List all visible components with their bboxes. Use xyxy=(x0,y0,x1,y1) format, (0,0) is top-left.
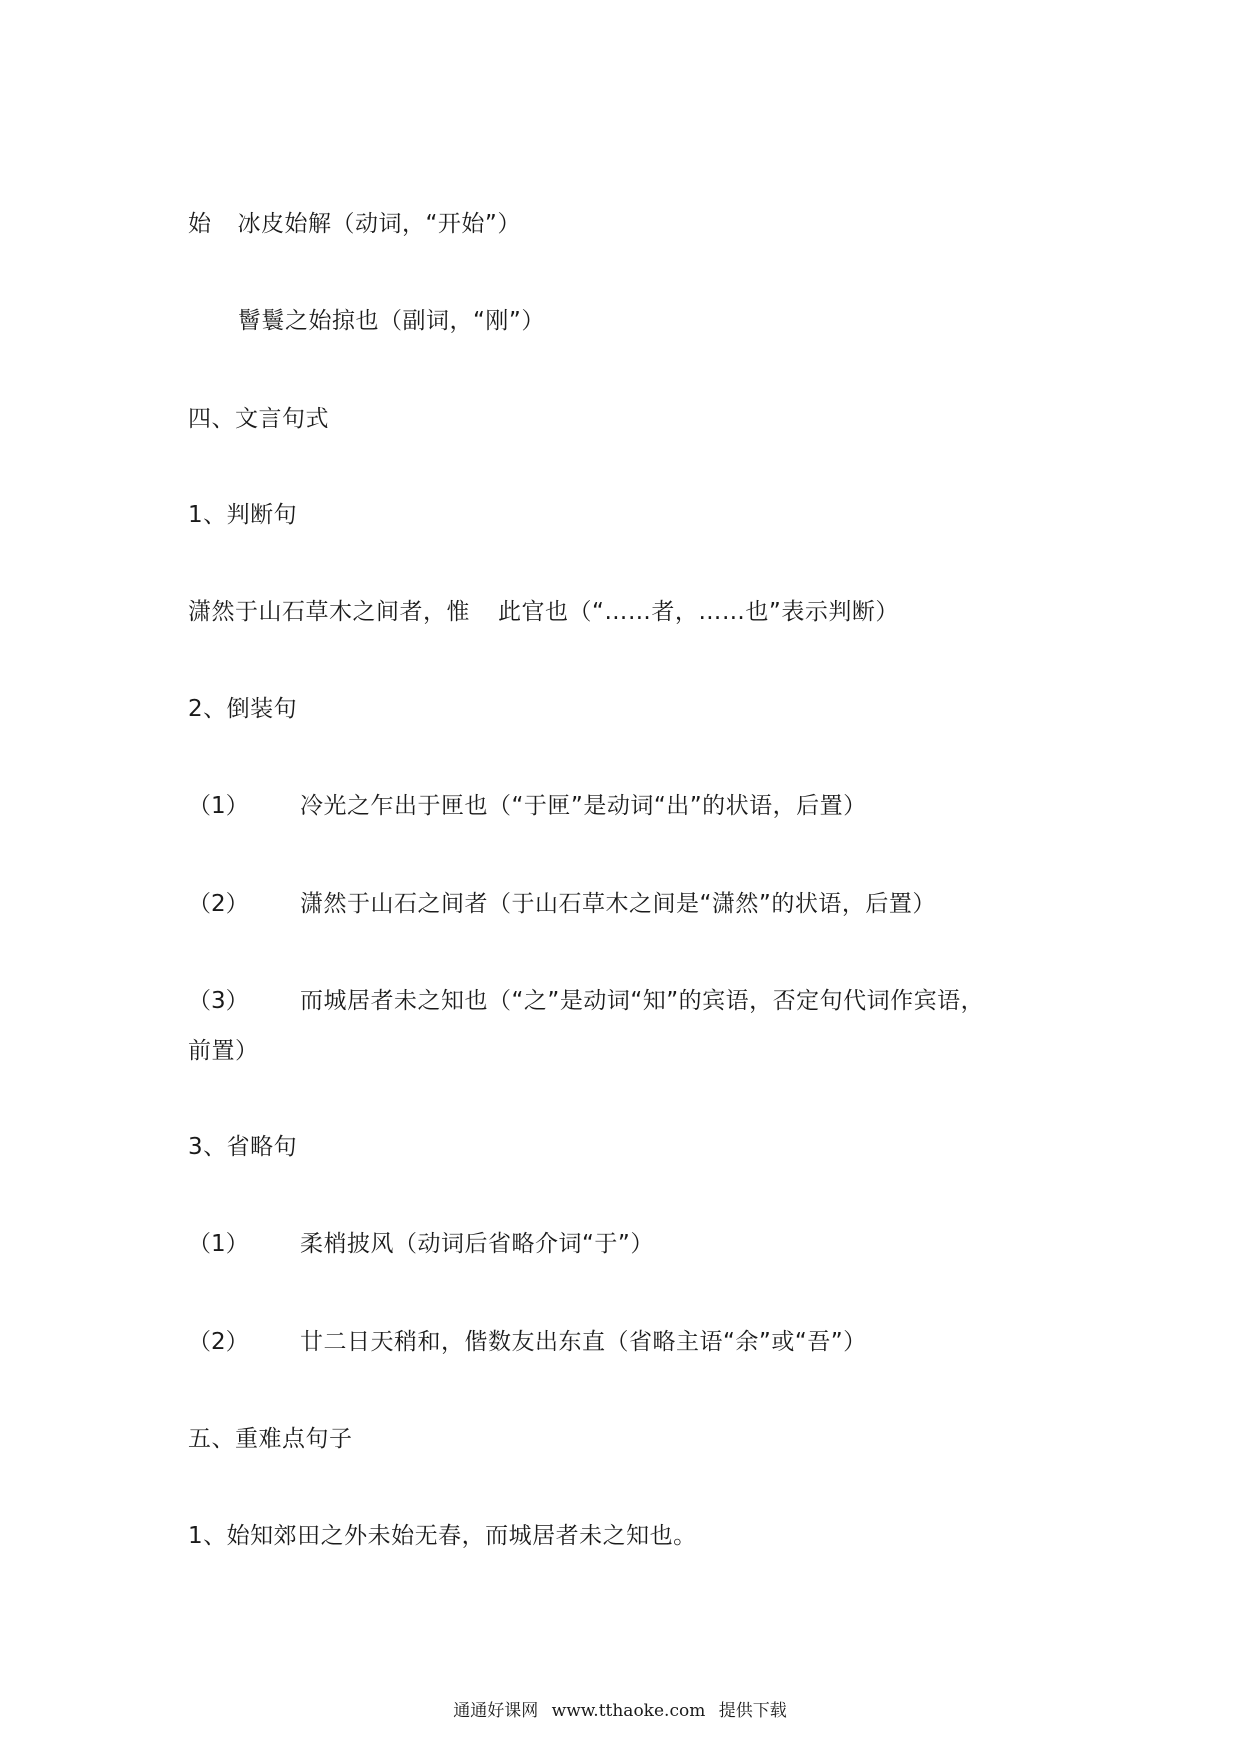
section-heading-5: 五、重难点句子 xyxy=(188,1426,353,1452)
omission-item-1-text: 柔梢披风（动词后省略介词“于”） xyxy=(300,1231,654,1257)
word-usage-line-1 xyxy=(188,209,521,239)
inversion-item-3-text: 而城居者未之知也（“之”是动词“知”的宾语，否定句代词作宾语， xyxy=(300,988,985,1014)
judgment-example-part-a: 潇然于山石草木之间者，惟 xyxy=(188,599,470,625)
inversion-item-2-text: 潇然于山石之间者（于山石草木之间是“潇然”的状语，后置） xyxy=(300,891,936,917)
footer-site-name: 通通好课网 xyxy=(453,1701,539,1721)
section-heading-4: 四、文言句式 xyxy=(188,406,329,432)
judgment-example-part-b: 此官也（“……者，……也”表示判断） xyxy=(498,599,899,625)
footer-url-link[interactable]: www.tthaoke.com xyxy=(551,1701,706,1721)
omission-item-1-number: （1） xyxy=(188,1231,249,1257)
judgment-example xyxy=(188,597,899,627)
subsection-omission: 3、省略句 xyxy=(188,1134,298,1160)
key-sentence-1: 1、始知郊田之外未始无春，而城居者未之知也。 xyxy=(188,1523,697,1549)
omission-item-2-text: 廿二日天稍和，偕数友出东直（省略主语“余”或“吾”） xyxy=(300,1329,867,1355)
word-usage-example: 冰皮始解（动词，“开始”） xyxy=(237,211,521,237)
omission-item-2-number: （2） xyxy=(188,1329,249,1355)
footer-suffix: 提供下载 xyxy=(718,1701,787,1721)
inversion-item-1-text: 冷光之乍出于匣也（“于匣”是动词“出”的状语，后置） xyxy=(300,793,867,819)
inversion-item-2-number: （2） xyxy=(188,891,249,917)
page-footer xyxy=(0,1700,1240,1722)
inversion-item-3-continuation: 前置） xyxy=(188,1038,259,1064)
inversion-item-3-number: （3） xyxy=(188,988,249,1014)
word-head: 始 xyxy=(188,211,212,237)
subsection-judgment: 1、判断句 xyxy=(188,502,298,528)
inversion-item-1-number: （1） xyxy=(188,793,249,819)
subsection-inversion: 2、倒装句 xyxy=(188,696,298,722)
word-usage-line-2: 鬙鬟之始掠也（副词，“刚”） xyxy=(238,308,545,334)
